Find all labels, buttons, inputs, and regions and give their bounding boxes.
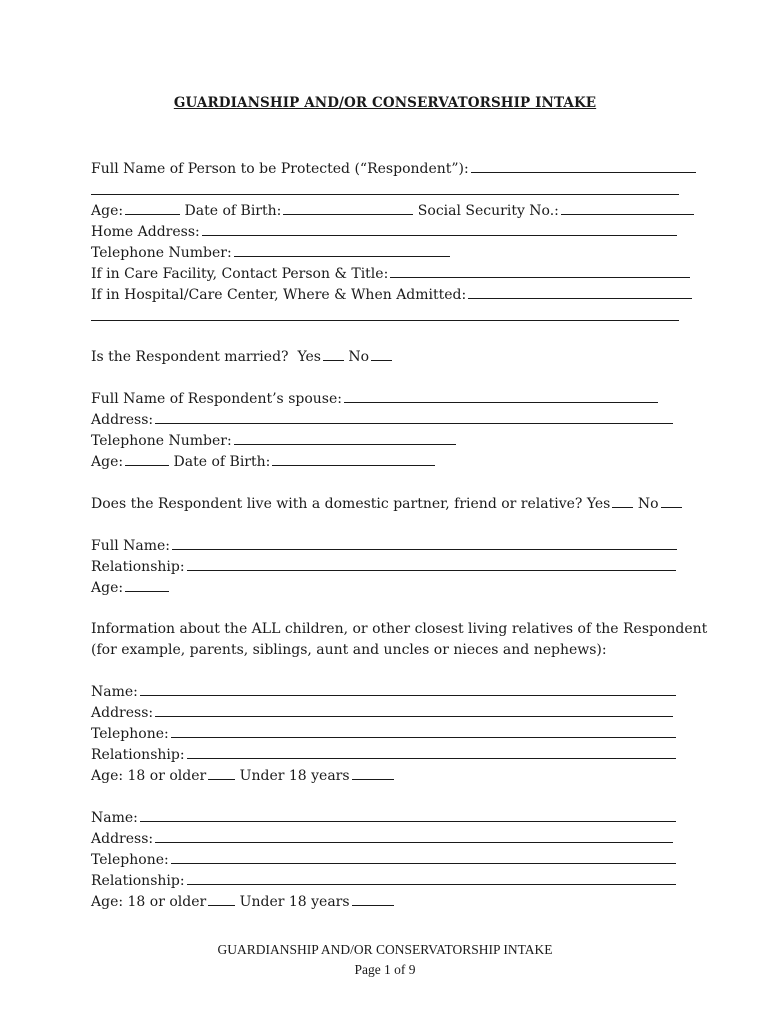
relative-under-label: Under 18 years [239, 894, 350, 910]
relative-age-label: Age: 18 or older [91, 894, 207, 910]
spouse-name-label: Full Name of Respondent’s spouse: [91, 391, 342, 407]
spouse-age-field[interactable] [125, 452, 169, 466]
relative-2-telephone-row [91, 850, 676, 869]
married-question: Is the Respondent married? [91, 349, 289, 365]
hospital-continuation-field[interactable] [91, 320, 679, 321]
relative-name-field[interactable] [140, 682, 676, 696]
relatives-intro-line2: (for example, parents, siblings, aunt and uncles or nieces and nephews): [91, 642, 607, 658]
relative-telephone-label: Telephone: [91, 852, 169, 868]
hospital-field[interactable] [468, 285, 692, 299]
spouse-telephone-field[interactable] [234, 431, 456, 445]
respondent-age-label: Age: [91, 203, 124, 219]
partner-age-row [91, 578, 169, 597]
respondent-telephone-field[interactable] [234, 243, 450, 257]
relative-name-field[interactable] [140, 808, 676, 822]
respondent-ssn-label: Social Security No.: [417, 203, 559, 219]
spouse-age-label: Age: [91, 454, 124, 470]
respondent-name-continuation-field[interactable] [91, 194, 679, 195]
relative-adult-field[interactable] [208, 766, 235, 780]
relative-name-label: Name: [91, 810, 138, 826]
spouse-address-row [91, 410, 673, 429]
respondent-age-row [91, 201, 694, 220]
relative-2-name-row [91, 808, 676, 827]
relative-address-field[interactable] [155, 829, 673, 843]
page-number: Page 1 of 9 [354, 962, 416, 977]
married-yes-label: Yes [297, 349, 321, 365]
relative-telephone-field[interactable] [171, 850, 676, 864]
care-facility-field[interactable] [390, 264, 690, 278]
relative-relationship-label: Relationship: [91, 747, 185, 763]
spouse-dob-field[interactable] [272, 452, 435, 466]
respondent-name-field[interactable] [471, 159, 696, 173]
relative-age-label: Age: 18 or older [91, 768, 207, 784]
respondent-dob-label: Date of Birth: [184, 203, 282, 219]
partner-question-row [91, 494, 682, 513]
relative-adult-field[interactable] [208, 892, 235, 906]
hospital-row [91, 285, 692, 304]
partner-relationship-label: Relationship: [91, 559, 185, 575]
relative-minor-field[interactable] [352, 766, 394, 780]
relative-address-label: Address: [91, 831, 154, 847]
respondent-home-address-label: Home Address: [91, 224, 200, 240]
spouse-name-field[interactable] [344, 389, 658, 403]
partner-yes-field[interactable] [612, 494, 633, 508]
partner-yes-label: Yes [586, 496, 611, 512]
relative-2-relationship-row [91, 871, 676, 890]
spouse-name-row [91, 389, 658, 408]
spouse-address-field[interactable] [155, 410, 673, 424]
relative-relationship-field[interactable] [187, 745, 676, 759]
spouse-telephone-label: Telephone Number: [91, 433, 232, 449]
spouse-dob-label: Date of Birth: [173, 454, 271, 470]
respondent-home-address-row [91, 222, 677, 241]
relative-under-label: Under 18 years [239, 768, 350, 784]
spouse-address-label: Address: [91, 412, 154, 428]
relative-1-age-row [91, 766, 394, 785]
relative-1-telephone-row [91, 724, 676, 743]
respondent-name-row [91, 159, 696, 178]
partner-name-label: Full Name: [91, 538, 171, 554]
respondent-home-address-field[interactable] [202, 222, 677, 236]
respondent-dob-field[interactable] [283, 201, 413, 215]
partner-age-field[interactable] [125, 578, 169, 592]
respondent-age-field[interactable] [125, 201, 180, 215]
respondent-telephone-row [91, 243, 450, 262]
partner-relationship-field[interactable] [187, 557, 676, 571]
relative-relationship-label: Relationship: [91, 873, 185, 889]
relative-1-relationship-row [91, 745, 676, 764]
partner-no-label: No [637, 496, 659, 512]
relative-relationship-field[interactable] [187, 871, 676, 885]
relative-minor-field[interactable] [352, 892, 394, 906]
relative-telephone-label: Telephone: [91, 726, 169, 742]
spouse-age-row [91, 452, 435, 471]
relative-address-label: Address: [91, 705, 154, 721]
hospital-label: If in Hospital/Care Center, Where & When Admitted: [91, 287, 467, 303]
relative-telephone-field[interactable] [171, 724, 676, 738]
relative-2-address-row [91, 829, 673, 848]
partner-name-field[interactable] [172, 536, 677, 550]
married-no-field[interactable] [371, 347, 392, 361]
relative-name-label: Name: [91, 684, 138, 700]
married-no-label: No [348, 349, 370, 365]
relatives-intro-line1: Information about the ALL children, or other closest living relatives of the Respondent [91, 621, 708, 637]
relative-1-address-row [91, 703, 673, 722]
respondent-telephone-label: Telephone Number: [91, 245, 232, 261]
care-facility-row [91, 264, 690, 283]
footer-title: GUARDIANSHIP AND/OR CONSERVATORSHIP INTAKE [217, 942, 553, 957]
partner-no-field[interactable] [661, 494, 682, 508]
care-facility-label: If in Care Facility, Contact Person & Title: [91, 266, 389, 282]
respondent-name-label: Full Name of Person to be Protected (“Respondent”): [91, 161, 469, 177]
partner-relationship-row [91, 557, 676, 576]
relative-address-field[interactable] [155, 703, 673, 717]
relative-2-age-row [91, 892, 394, 911]
partner-age-label: Age: [91, 580, 124, 596]
partner-name-row [91, 536, 677, 555]
married-row [91, 347, 392, 366]
spouse-telephone-row [91, 431, 456, 450]
married-yes-field[interactable] [323, 347, 344, 361]
partner-question: Does the Respondent live with a domestic partner, friend or relative? [91, 496, 583, 512]
relative-1-name-row [91, 682, 676, 701]
document-title: GUARDIANSHIP AND/OR CONSERVATORSHIP INTAKE [173, 95, 597, 111]
respondent-ssn-field[interactable] [561, 201, 694, 215]
